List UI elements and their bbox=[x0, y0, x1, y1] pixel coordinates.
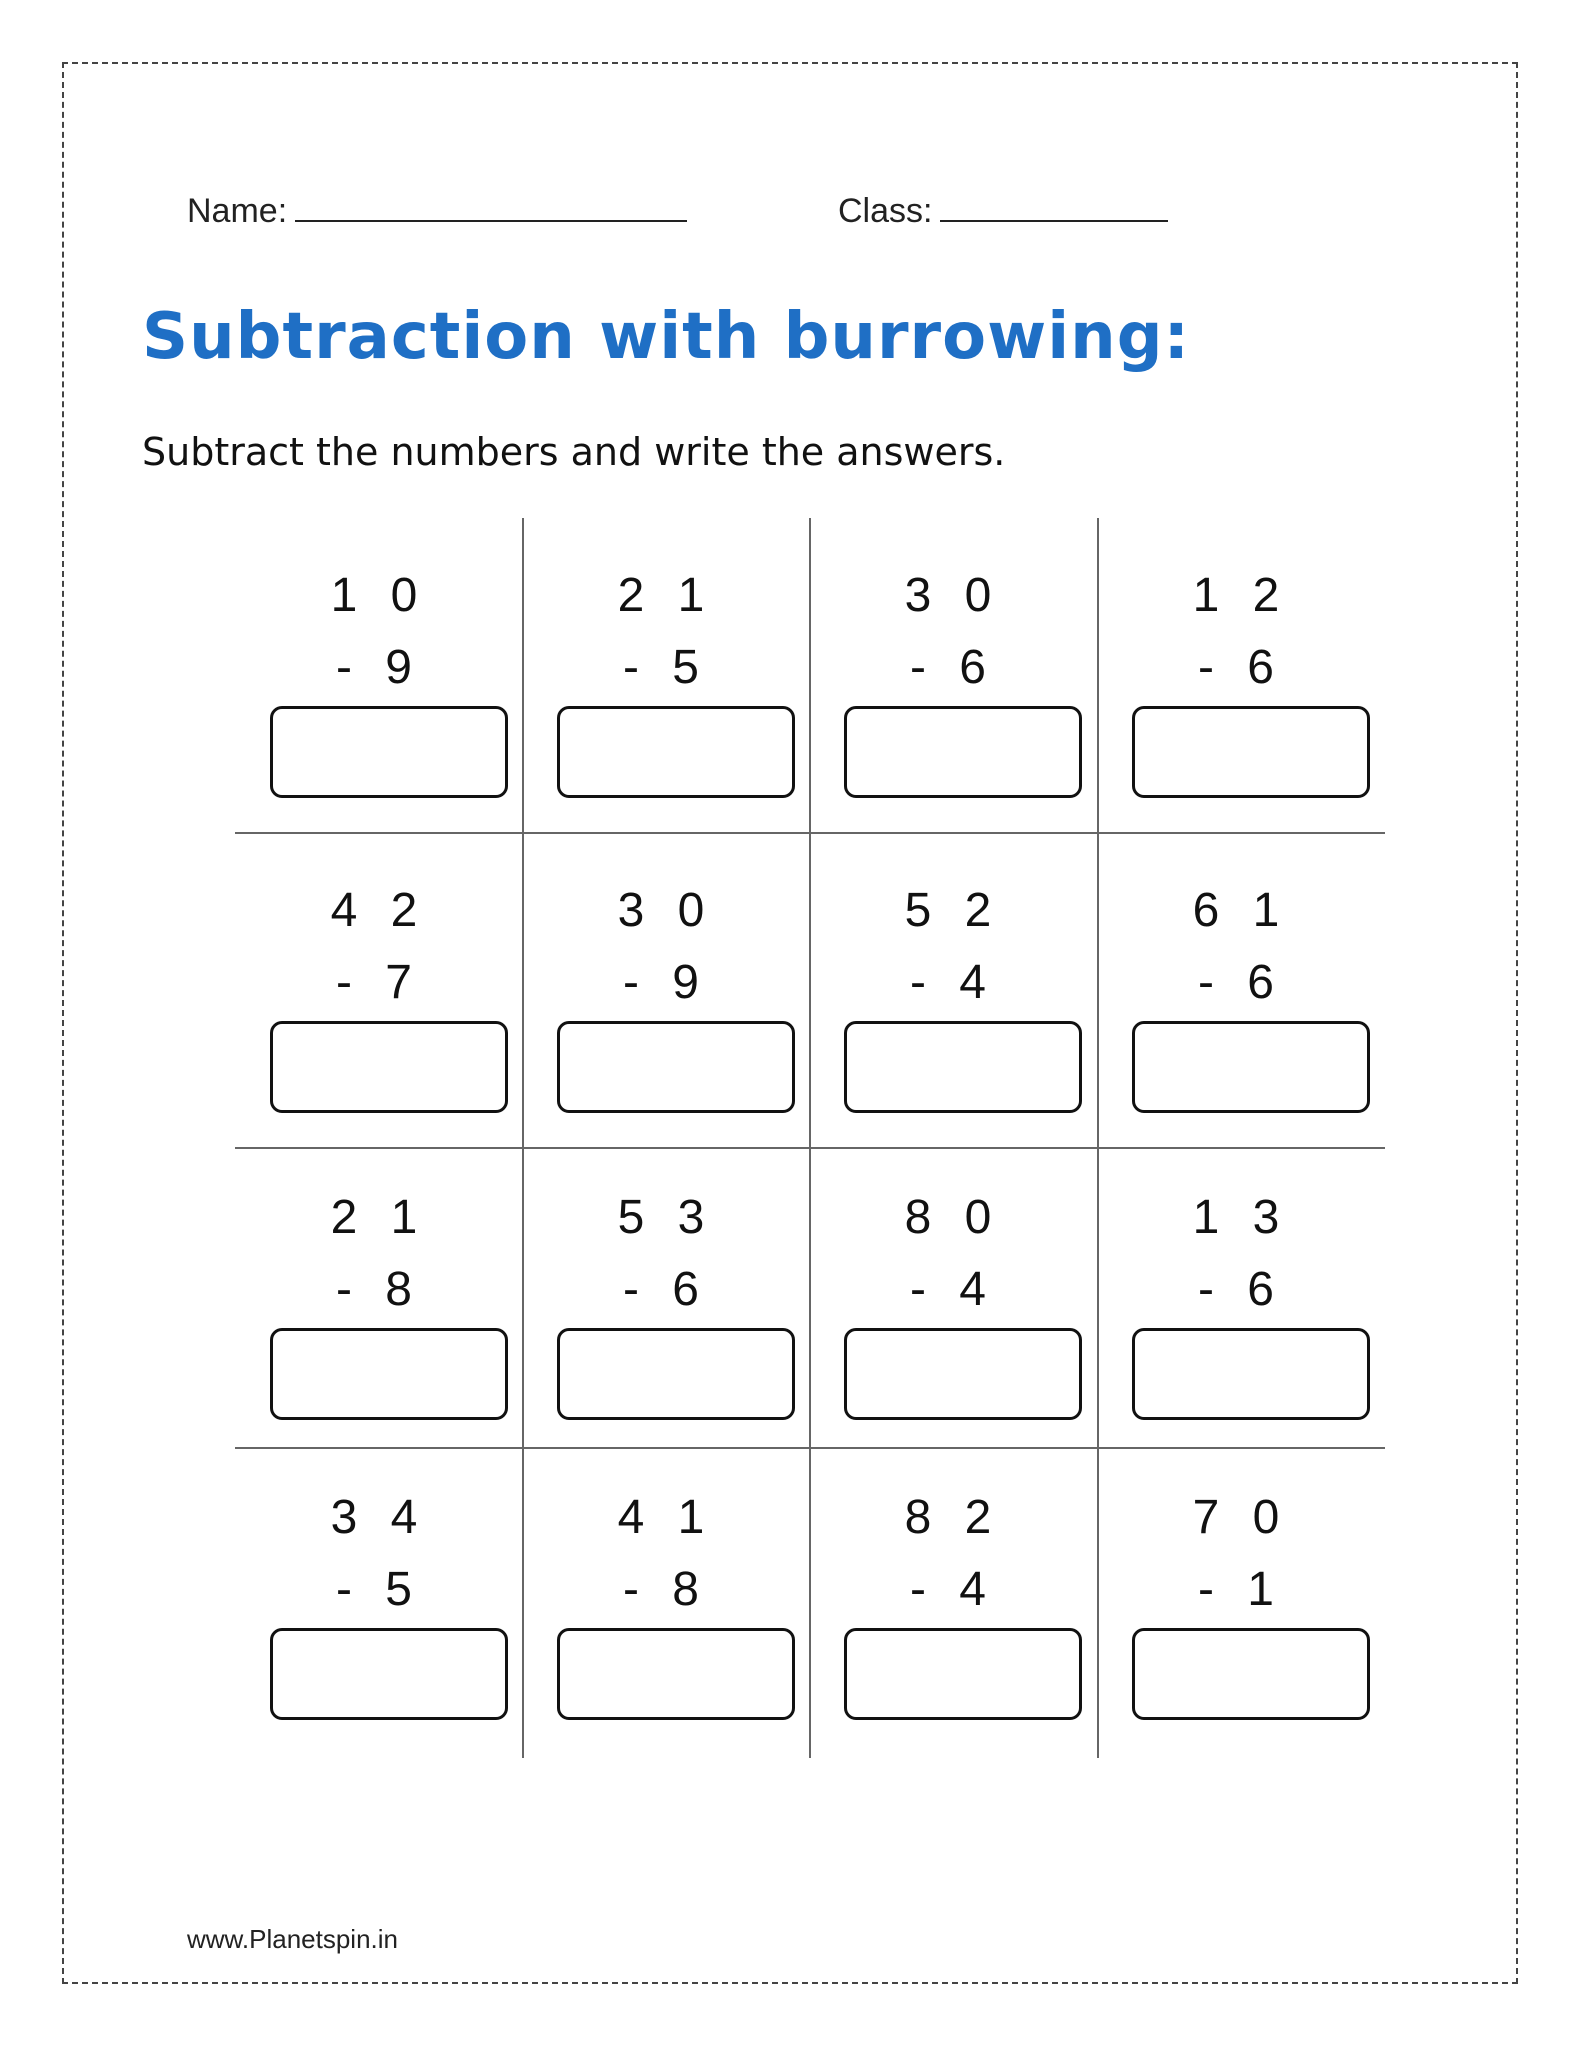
name-blank[interactable] bbox=[295, 190, 687, 222]
answer-box[interactable] bbox=[844, 1021, 1082, 1113]
answer-box[interactable] bbox=[557, 1628, 795, 1720]
problem-6 bbox=[522, 855, 810, 1155]
subtrahend: - 5 bbox=[622, 641, 709, 694]
problem-3 bbox=[809, 540, 1097, 840]
subtrahend: - 1 bbox=[1197, 1563, 1284, 1616]
problem-9 bbox=[235, 1162, 523, 1462]
problem-1 bbox=[235, 540, 523, 840]
subtrahend: - 5 bbox=[335, 1563, 422, 1616]
minuend: 7 0 bbox=[1192, 1491, 1290, 1544]
answer-box[interactable] bbox=[557, 1021, 795, 1113]
answer-box[interactable] bbox=[1132, 1021, 1370, 1113]
problem-16 bbox=[1097, 1462, 1385, 1762]
subtrahend: - 4 bbox=[909, 1563, 996, 1616]
answer-box[interactable] bbox=[270, 1628, 508, 1720]
problem-4 bbox=[1097, 540, 1385, 840]
problem-11 bbox=[809, 1162, 1097, 1462]
problem-8 bbox=[1097, 855, 1385, 1155]
minuend: 4 1 bbox=[617, 1491, 715, 1544]
subtrahend: - 4 bbox=[909, 1263, 996, 1316]
name-label: Name: bbox=[187, 192, 288, 230]
subtrahend: - 6 bbox=[1197, 1263, 1284, 1316]
problem-14 bbox=[522, 1462, 810, 1762]
problem-10 bbox=[522, 1162, 810, 1462]
footer-website: www.Planetspin.in bbox=[187, 1924, 398, 1954]
minuend: 3 0 bbox=[904, 569, 1002, 622]
problem-5 bbox=[235, 855, 523, 1155]
answer-box[interactable] bbox=[557, 706, 795, 798]
subtrahend: - 8 bbox=[335, 1263, 422, 1316]
minuend: 8 2 bbox=[904, 1491, 1002, 1544]
subtrahend: - 9 bbox=[622, 956, 709, 1009]
answer-box[interactable] bbox=[1132, 706, 1370, 798]
class-label: Class: bbox=[838, 192, 933, 230]
subtrahend: - 7 bbox=[335, 956, 422, 1009]
minuend: 1 3 bbox=[1192, 1191, 1290, 1244]
minuend: 3 4 bbox=[330, 1491, 428, 1544]
subtrahend: - 6 bbox=[1197, 956, 1284, 1009]
problem-15 bbox=[809, 1462, 1097, 1762]
minuend: 1 0 bbox=[330, 569, 428, 622]
minuend: 1 2 bbox=[1192, 569, 1290, 622]
problem-7 bbox=[809, 855, 1097, 1155]
subtrahend: - 6 bbox=[909, 641, 996, 694]
minuend: 3 0 bbox=[617, 884, 715, 937]
minuend: 8 0 bbox=[904, 1191, 1002, 1244]
problem-13 bbox=[235, 1462, 523, 1762]
problem-2 bbox=[522, 540, 810, 840]
subtrahend: - 8 bbox=[622, 1563, 709, 1616]
subtrahend: - 6 bbox=[1197, 641, 1284, 694]
subtrahend: - 4 bbox=[909, 956, 996, 1009]
minuend: 5 3 bbox=[617, 1191, 715, 1244]
minuend: 2 1 bbox=[330, 1191, 428, 1244]
answer-box[interactable] bbox=[270, 1328, 508, 1420]
answer-box[interactable] bbox=[844, 706, 1082, 798]
worksheet-title: Subtraction with burrowing: bbox=[142, 300, 1191, 374]
answer-box[interactable] bbox=[844, 1628, 1082, 1720]
name-field[interactable] bbox=[187, 190, 687, 231]
subtrahend: - 9 bbox=[335, 641, 422, 694]
minuend: 5 2 bbox=[904, 884, 1002, 937]
answer-box[interactable] bbox=[1132, 1628, 1370, 1720]
instruction-text: Subtract the numbers and write the answers. bbox=[142, 430, 1006, 474]
answer-box[interactable] bbox=[270, 706, 508, 798]
answer-box[interactable] bbox=[270, 1021, 508, 1113]
answer-box[interactable] bbox=[557, 1328, 795, 1420]
answer-box[interactable] bbox=[844, 1328, 1082, 1420]
minuend: 4 2 bbox=[330, 884, 428, 937]
minuend: 6 1 bbox=[1192, 884, 1290, 937]
class-field[interactable] bbox=[838, 190, 1168, 231]
subtrahend: - 6 bbox=[622, 1263, 709, 1316]
answer-box[interactable] bbox=[1132, 1328, 1370, 1420]
problem-12 bbox=[1097, 1162, 1385, 1462]
class-blank[interactable] bbox=[940, 190, 1168, 222]
minuend: 2 1 bbox=[617, 569, 715, 622]
